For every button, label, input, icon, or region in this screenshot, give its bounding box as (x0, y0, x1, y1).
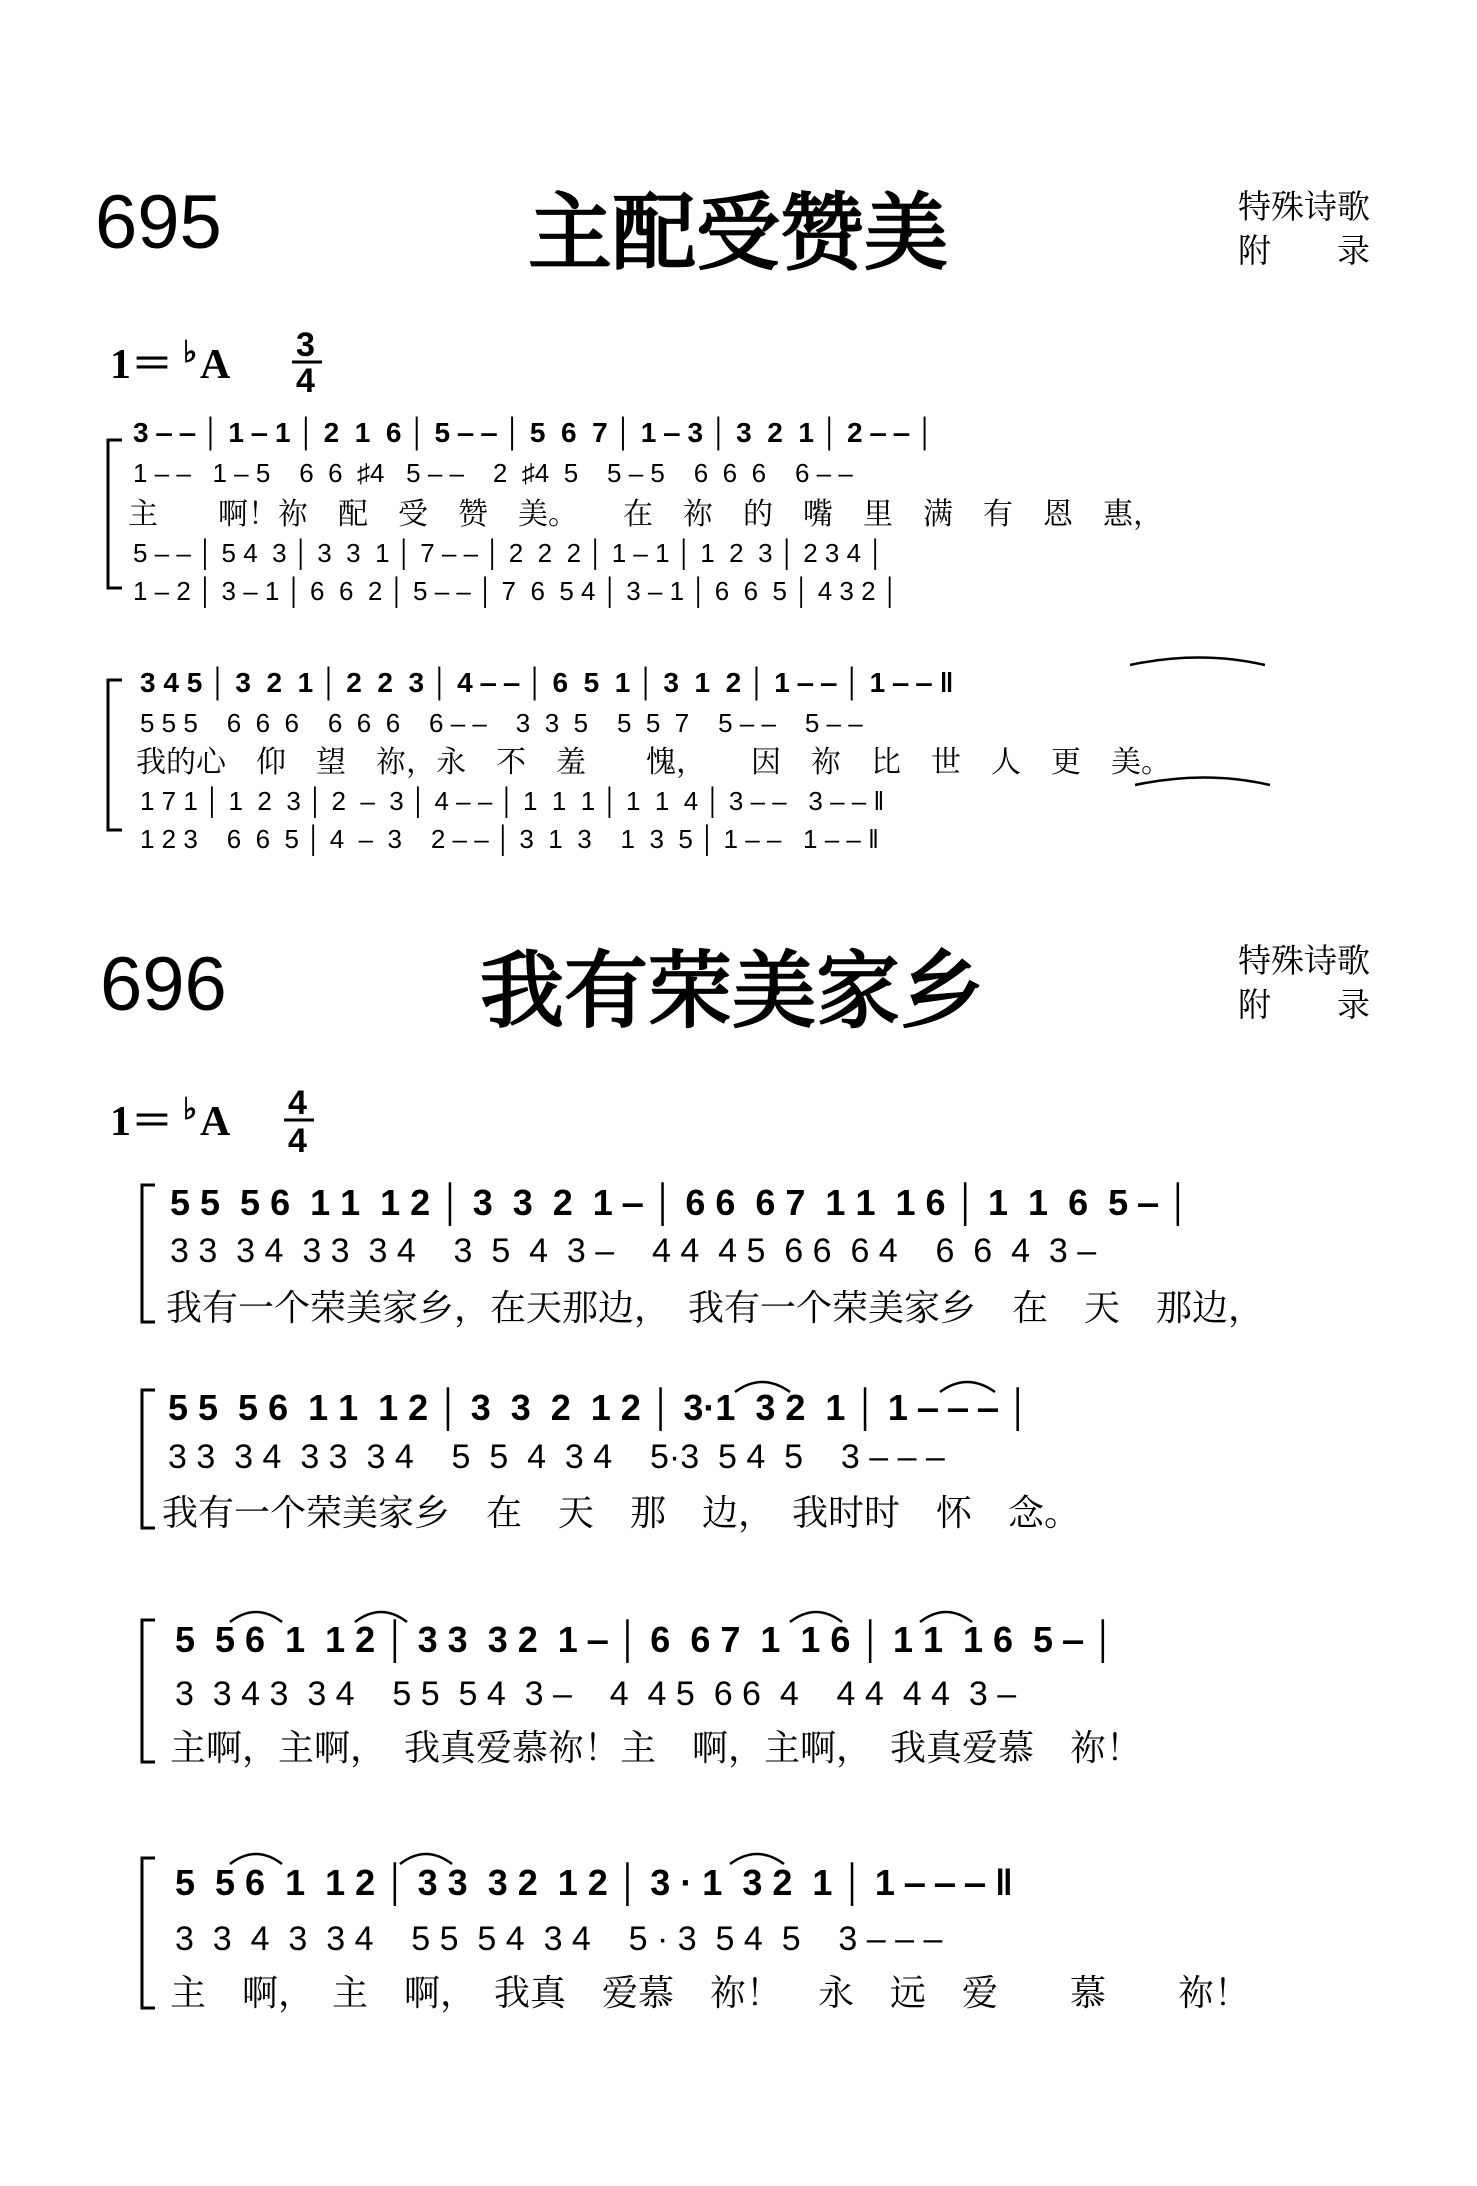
system-bracket (142, 1390, 155, 1528)
system-1 (142, 1182, 1264, 1329)
soprano-line: 5 5 6 1 1 2 │ 3 3 3 2 1 ‒ │ 6 6 7 1 1 6 │ 1 1 1 6 5 ‒ │ (175, 1619, 1116, 1660)
tenor-line: 5 ‒ ‒ │ 5 4 3 │ 3 3 1 │ 7 ‒ ‒ │ 2 2 2 │ 1 ‒ 1 │ 1 2 3 │ 2 3 4 │ (133, 538, 885, 568)
time-signature-top: 4 (288, 1084, 307, 1122)
hymn-source-line1: 特殊诗歌 (1238, 187, 1370, 226)
soprano-line: 5 5 5 6 1 1 1 2 │ 3 3 2 1 2 │ 3·1 3 2 1 │ 1 ‒ ‒ ‒ │ (168, 1387, 1031, 1428)
alto-line: 1 ‒ ‒ 1 ‒ 5 6 6 ♯4 5 ‒ ‒ 2 ♯4 5 5 ‒ 5 6 6 6 6 ‒ ‒ (133, 458, 853, 488)
hymn-source-line2: 附 录 (1238, 985, 1370, 1024)
key-flat: ♭ (183, 336, 198, 369)
hymn-source-line1: 特殊诗歌 (1238, 941, 1370, 980)
alto-line: 3 3 4 3 3 4 5 5 5 4 3 ‒ 4 4 5 6 6 4 4 4 4 4 3 ‒ (175, 1675, 1017, 1713)
system-bracket (142, 1185, 155, 1322)
alto-line: 5 5 5 6 6 6 6 6 6 6 ‒ ‒ 3 3 5 5 5 7 5 ‒ ‒ 5 ‒ ‒ (140, 708, 863, 738)
system-1 (108, 416, 1163, 608)
system-4 (142, 1854, 1250, 2014)
hymn-title: 主配受赞美 (528, 184, 949, 282)
hymn-696 (100, 941, 1370, 2014)
bass-line: 1 2 3 6 6 5 │ 4 ‒ 3 2 ‒ ‒ │ 3 1 3 1 3 5 │ 1 ‒ ‒ 1 ‒ ‒ ‖ (140, 824, 879, 854)
system-2 (108, 658, 1270, 857)
key-prefix: 1＝ (110, 1099, 174, 1145)
tie-mark (1130, 658, 1265, 666)
alto-line: 3 3 3 4 3 3 3 4 5 5 4 3 4 5·3 5 4 5 3 ‒ ‒ ‒ (168, 1438, 945, 1476)
alto-line: 3 3 4 3 3 4 5 5 5 4 3 4 5 · 3 5 4 5 3 ‒ ‒ ‒ (175, 1920, 943, 1958)
soprano-line: 3 4 5 │ 3 2 1 │ 2 2 3 │ 4 ‒ ‒ │ 6 5 1 │ 3 1 2 │ 1 ‒ ‒ │ 1 ‒ ‒ ‖ (140, 667, 954, 698)
lyrics-line: 我有一个荣美家乡，在天那边， 我有一个荣美家乡 在 天 那边， (166, 1288, 1265, 1329)
hymn-source-line2: 附 录 (1238, 231, 1370, 270)
lyrics-line: 我有一个荣美家乡 在 天 那 边， 我时时 怀 念。 (162, 1493, 1081, 1534)
tenor-line: 1 7 1 │ 1 2 3 │ 2 ‒ 3 │ 4 ‒ ‒ │ 1 1 1 │ 1 1 4 │ 3 ‒ ‒ 3 ‒ ‒ ‖ (140, 786, 885, 816)
key-flat: ♭ (183, 1093, 198, 1126)
key-note: A (200, 1099, 231, 1145)
time-signature-bottom: 4 (288, 1122, 307, 1160)
soprano-line: 5 5 5 6 1 1 1 2 │ 3 3 2 1 ‒ │ 6 6 6 7 1 1 1 6 │ 1 1 6 5 ‒ │ (170, 1182, 1191, 1223)
lyrics-line: 主啊，主啊， 我真爱慕祢！主 啊，主啊， 我真爱慕 祢！ (170, 1728, 1143, 1769)
lyrics-line: 主 啊， 主 啊， 我真 爱慕 祢！ 永 远 爱 慕 祢！ (170, 1973, 1251, 2014)
hymn-title: 我有荣美家乡 (480, 942, 985, 1040)
system-3 (142, 1612, 1142, 1769)
hymn-695 (95, 180, 1370, 856)
time-signature-top: 3 (296, 326, 315, 364)
bass-line: 1 ‒ 2 │ 3 ‒ 1 │ 6 6 2 │ 5 ‒ ‒ │ 7 6 5 4 │ 3 ‒ 1 │ 6 6 5 │ 4 3 2 │ (133, 576, 899, 606)
lyrics-line: 我的心 仰 望 祢，永 不 羞 愧， 因 祢 比 世 人 更 美。 (136, 745, 1171, 780)
alto-line: 3 3 3 4 3 3 3 4 3 5 4 3 ‒ 4 4 4 5 6 6 6 4 6 6 4 3 ‒ (170, 1232, 1097, 1270)
system-bracket (108, 680, 122, 830)
system-2 (142, 1382, 1080, 1534)
time-signature-bottom: 4 (296, 362, 315, 400)
key-note: A (200, 342, 231, 388)
soprano-line: 5 5 6 1 1 2 │ 3 3 3 2 1 2 │ 3 · 1 3 2 1 │ 1 ‒ ‒ ‒ ‖ (175, 1862, 1013, 1903)
soprano-line: 3 ‒ ‒ │ 1 ‒ 1 │ 2 1 6 │ 5 ‒ ‒ │ 5 6 7 │ 1 ‒ 3 │ 3 2 1 │ 2 ‒ ‒ │ (133, 417, 935, 448)
hymn-number: 695 (95, 180, 222, 265)
system-bracket (142, 1620, 155, 1762)
lyrics-line: 主 啊！祢 配 受 赞 美。 在 祢 的 嘴 里 满 有 恩 惠， (128, 497, 1163, 532)
system-bracket (142, 1858, 155, 2008)
key-prefix: 1＝ (110, 342, 174, 388)
system-bracket (108, 440, 122, 588)
hymn-number: 696 (100, 942, 227, 1027)
